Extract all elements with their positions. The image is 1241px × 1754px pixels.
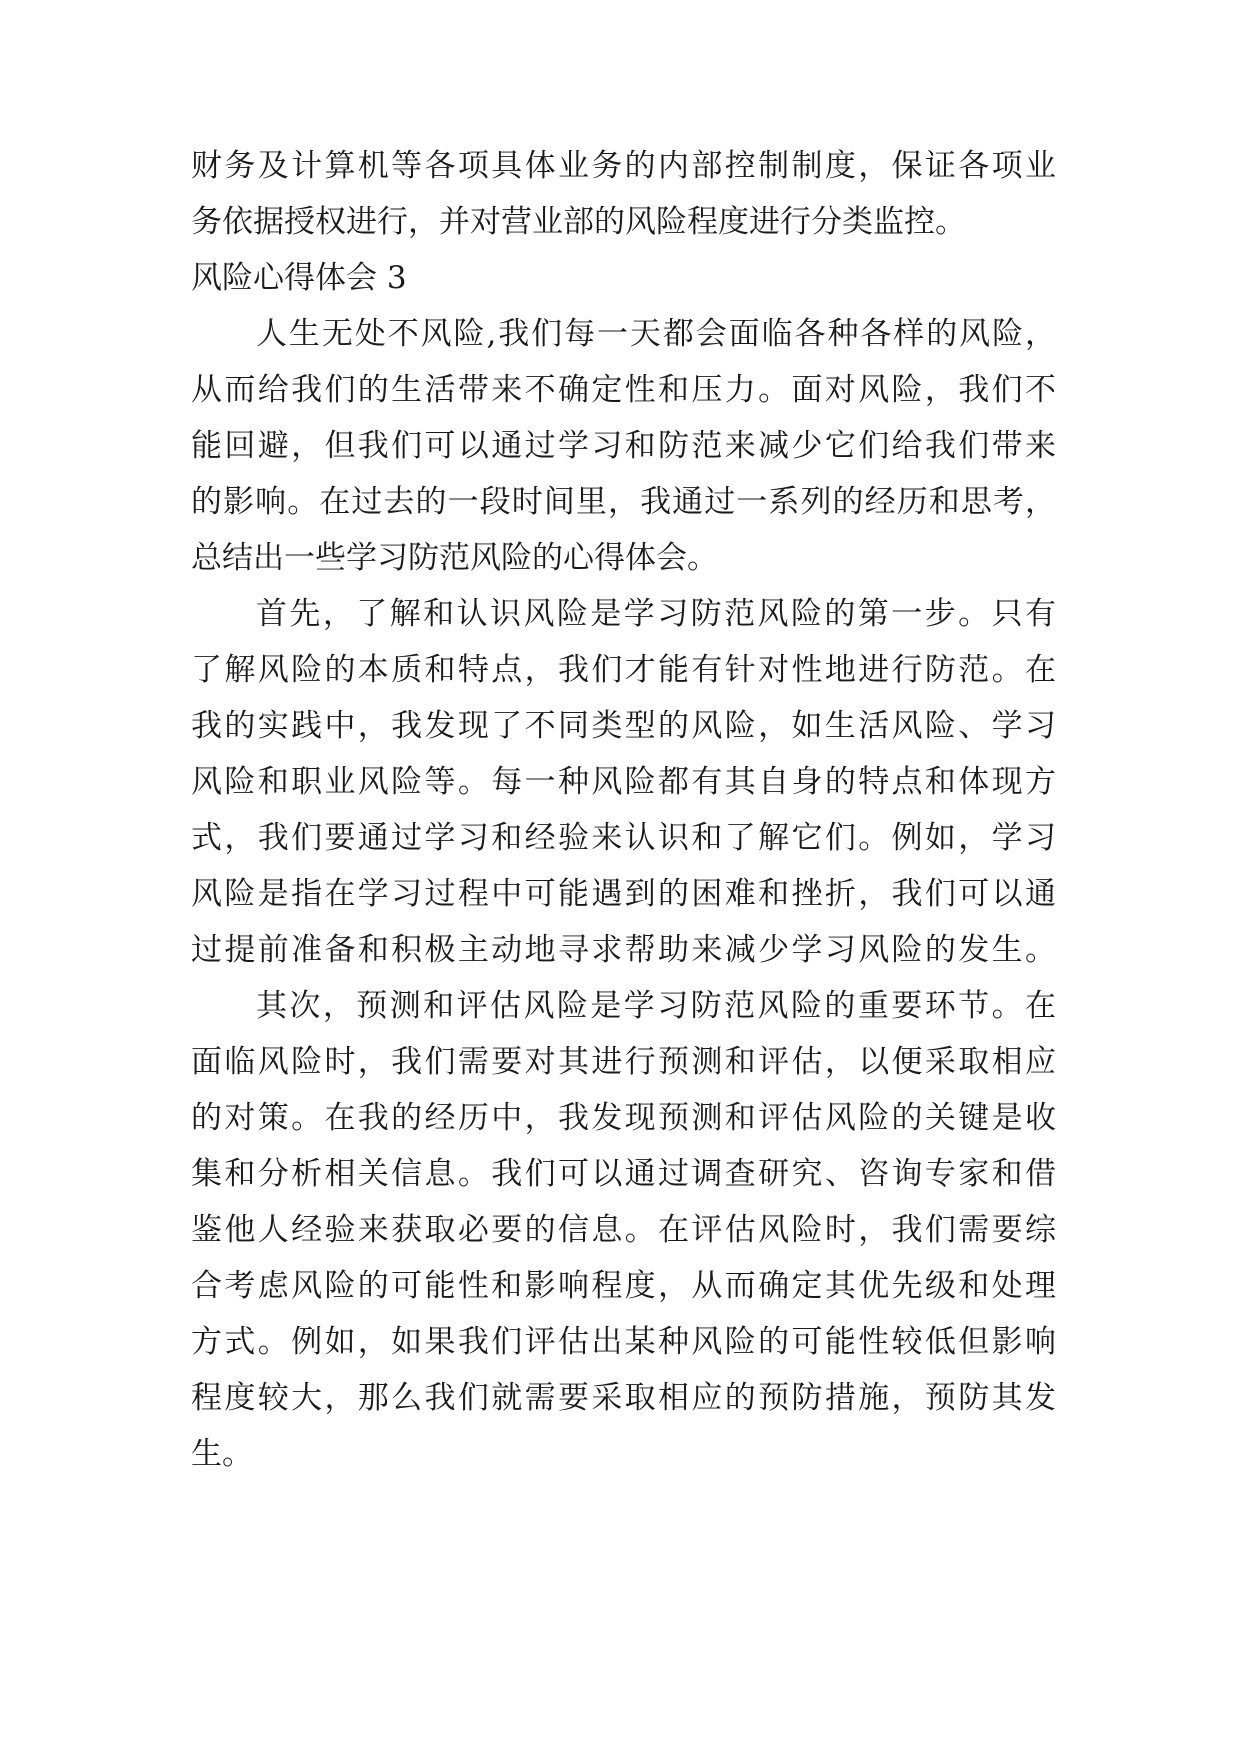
text-line: 其次，预测和评估风险是学习防范风险的重要环节。在 [256, 988, 1056, 1024]
text-line: 合考虑风险的可能性和影响程度，从而确定其优先级和处理 [191, 1268, 1056, 1304]
text-line: 风险是指在学习过程中可能遇到的困难和挫折，我们可以通 [191, 876, 1056, 912]
text-line: 面临风险时，我们需要对其进行预测和评估，以便采取相应 [191, 1044, 1056, 1080]
text-line: 风险和职业风险等。每一种风险都有其自身的特点和体现方 [191, 764, 1056, 800]
text-line: 方式。例如，如果我们评估出某种风险的可能性较低但影响 [191, 1324, 1056, 1360]
text-line: 务依据授权进行，并对营业部的风险程度进行分类监控。 [191, 204, 966, 240]
text-line: 的对策。在我的经历中，我发现预测和评估风险的关键是收 [191, 1100, 1056, 1136]
document-body [191, 138, 1056, 1482]
text-line: 程度较大，那么我们就需要采取相应的预防措施，预防其发 [191, 1380, 1056, 1416]
text-line: 集和分析相关信息。我们可以通过调查研究、咨询专家和借 [191, 1156, 1056, 1192]
text-line: 从而给我们的生活带来不确定性和压力。面对风险，我们不 [191, 372, 1056, 408]
text-line: 人生无处不风险,我们每一天都会面临各种各样的风险， [256, 316, 1056, 352]
text-line: 的影响。在过去的一段时间里，我通过一系列的经历和思考， [191, 484, 1056, 520]
text-line: 过提前准备和积极主动地寻求帮助来减少学习风险的发生。 [191, 932, 1056, 968]
text-line: 总结出一些学习防范风险的心得体会。 [191, 540, 718, 576]
text-line: 能回避，但我们可以通过学习和防范来减少它们给我们带来 [191, 428, 1056, 464]
text-line: 生。 [191, 1436, 253, 1472]
text-line: 了解风险的本质和特点，我们才能有针对性地进行防范。在 [191, 652, 1056, 688]
text-line: 鉴他人经验来获取必要的信息。在评估风险时，我们需要综 [191, 1212, 1056, 1248]
text-line: 财务及计算机等各项具体业务的内部控制制度，保证各项业 [191, 148, 1056, 184]
text-line: 式，我们要通过学习和经验来认识和了解它们。例如，学习 [191, 820, 1056, 856]
section-heading: 风险心得体会 3 [191, 260, 407, 296]
text-line: 首先，了解和认识风险是学习防范风险的第一步。只有 [256, 596, 1056, 632]
text-line: 我的实践中，我发现了不同类型的风险，如生活风险、学习 [191, 708, 1056, 744]
